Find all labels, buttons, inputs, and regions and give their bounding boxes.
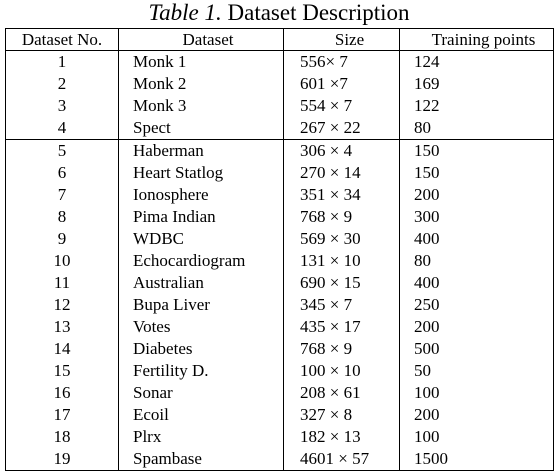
- cell-size: 4601 × 57: [284, 448, 400, 471]
- table-row: [6, 404, 554, 426]
- cell-size: 351 × 34: [284, 184, 400, 206]
- cell-dataset-no: 15: [6, 360, 119, 382]
- table-row: [6, 338, 554, 360]
- cell-dataset-no: 18: [6, 426, 119, 448]
- cell-dataset-name: Monk 2: [119, 73, 284, 95]
- cell-size: 690 × 15: [284, 272, 400, 294]
- cell-dataset-no: 5: [6, 140, 119, 163]
- cell-size: 267 × 22: [284, 117, 400, 140]
- cell-dataset-name: Sonar: [119, 382, 284, 404]
- cell-dataset-no: 10: [6, 250, 119, 272]
- cell-training-points: 250: [400, 294, 554, 316]
- cell-training-points: 500: [400, 338, 554, 360]
- cell-dataset-no: 3: [6, 95, 119, 117]
- cell-training-points: 300: [400, 206, 554, 228]
- cell-dataset-no: 12: [6, 294, 119, 316]
- caption-title: Dataset Description: [227, 0, 410, 25]
- cell-size: 131 × 10: [284, 250, 400, 272]
- dataset-table: [5, 28, 554, 471]
- cell-dataset-name: Plrx: [119, 426, 284, 448]
- cell-dataset-name: Fertility D.: [119, 360, 284, 382]
- cell-dataset-no: 17: [6, 404, 119, 426]
- cell-size: 435 × 17: [284, 316, 400, 338]
- cell-dataset-no: 16: [6, 382, 119, 404]
- cell-dataset-no: 2: [6, 73, 119, 95]
- cell-dataset-no: 14: [6, 338, 119, 360]
- table-row: [6, 360, 554, 382]
- cell-dataset-name: Echocardiogram: [119, 250, 284, 272]
- table-row: [6, 140, 554, 163]
- cell-dataset-name: Bupa Liver: [119, 294, 284, 316]
- table-header-row: [6, 29, 554, 51]
- cell-dataset-no: 19: [6, 448, 119, 471]
- cell-dataset-no: 13: [6, 316, 119, 338]
- cell-size: 100 × 10: [284, 360, 400, 382]
- cell-dataset-name: Australian: [119, 272, 284, 294]
- cell-training-points: 80: [400, 250, 554, 272]
- table-row: [6, 162, 554, 184]
- cell-dataset-name: Monk 1: [119, 51, 284, 74]
- table-caption: [0, 0, 558, 26]
- table-row: [6, 51, 554, 74]
- cell-dataset-name: Spambase: [119, 448, 284, 471]
- cell-size: 345 × 7: [284, 294, 400, 316]
- table-row: [6, 184, 554, 206]
- cell-size: 569 × 30: [284, 228, 400, 250]
- cell-training-points: 200: [400, 184, 554, 206]
- table-row: [6, 382, 554, 404]
- cell-training-points: 124: [400, 51, 554, 74]
- cell-size: 601 ×7: [284, 73, 400, 95]
- cell-training-points: 100: [400, 382, 554, 404]
- cell-training-points: 169: [400, 73, 554, 95]
- cell-dataset-no: 4: [6, 117, 119, 140]
- cell-training-points: 50: [400, 360, 554, 382]
- cell-dataset-no: 11: [6, 272, 119, 294]
- cell-training-points: 400: [400, 272, 554, 294]
- cell-dataset-no: 6: [6, 162, 119, 184]
- cell-dataset-name: Votes: [119, 316, 284, 338]
- cell-size: 270 × 14: [284, 162, 400, 184]
- cell-training-points: 122: [400, 95, 554, 117]
- cell-training-points: 200: [400, 316, 554, 338]
- cell-training-points: 80: [400, 117, 554, 140]
- table-row: [6, 294, 554, 316]
- cell-dataset-name: Haberman: [119, 140, 284, 163]
- cell-training-points: 150: [400, 140, 554, 163]
- table-body: [6, 51, 554, 471]
- cell-training-points: 400: [400, 228, 554, 250]
- table-row: [6, 206, 554, 228]
- table-row: [6, 448, 554, 471]
- header-size: Size: [284, 29, 400, 51]
- cell-training-points: 150: [400, 162, 554, 184]
- cell-dataset-no: 7: [6, 184, 119, 206]
- cell-training-points: 200: [400, 404, 554, 426]
- cell-dataset-name: Ionosphere: [119, 184, 284, 206]
- header-training-points: Training points: [400, 29, 554, 51]
- header-dataset: Dataset: [119, 29, 284, 51]
- table-row: [6, 426, 554, 448]
- cell-dataset-name: Monk 3: [119, 95, 284, 117]
- cell-dataset-no: 9: [6, 228, 119, 250]
- header-dataset-no: Dataset No.: [6, 29, 119, 51]
- cell-dataset-name: Ecoil: [119, 404, 284, 426]
- table-row: [6, 73, 554, 95]
- cell-dataset-name: Pima Indian: [119, 206, 284, 228]
- cell-dataset-name: Diabetes: [119, 338, 284, 360]
- cell-size: 182 × 13: [284, 426, 400, 448]
- cell-dataset-name: Heart Statlog: [119, 162, 284, 184]
- cell-training-points: 1500: [400, 448, 554, 471]
- cell-dataset-name: WDBC: [119, 228, 284, 250]
- table-row: [6, 272, 554, 294]
- cell-size: 327 × 8: [284, 404, 400, 426]
- cell-size: 554 × 7: [284, 95, 400, 117]
- cell-size: 556× 7: [284, 51, 400, 74]
- cell-size: 768 × 9: [284, 338, 400, 360]
- cell-dataset-no: 1: [6, 51, 119, 74]
- cell-size: 768 × 9: [284, 206, 400, 228]
- table-row: [6, 95, 554, 117]
- table-row: [6, 316, 554, 338]
- cell-size: 208 × 61: [284, 382, 400, 404]
- cell-dataset-name: Spect: [119, 117, 284, 140]
- table-row: [6, 117, 554, 140]
- cell-dataset-no: 8: [6, 206, 119, 228]
- cell-size: 306 × 4: [284, 140, 400, 163]
- cell-training-points: 100: [400, 426, 554, 448]
- table-row: [6, 250, 554, 272]
- caption-label: Table 1.: [148, 0, 222, 25]
- table-row: [6, 228, 554, 250]
